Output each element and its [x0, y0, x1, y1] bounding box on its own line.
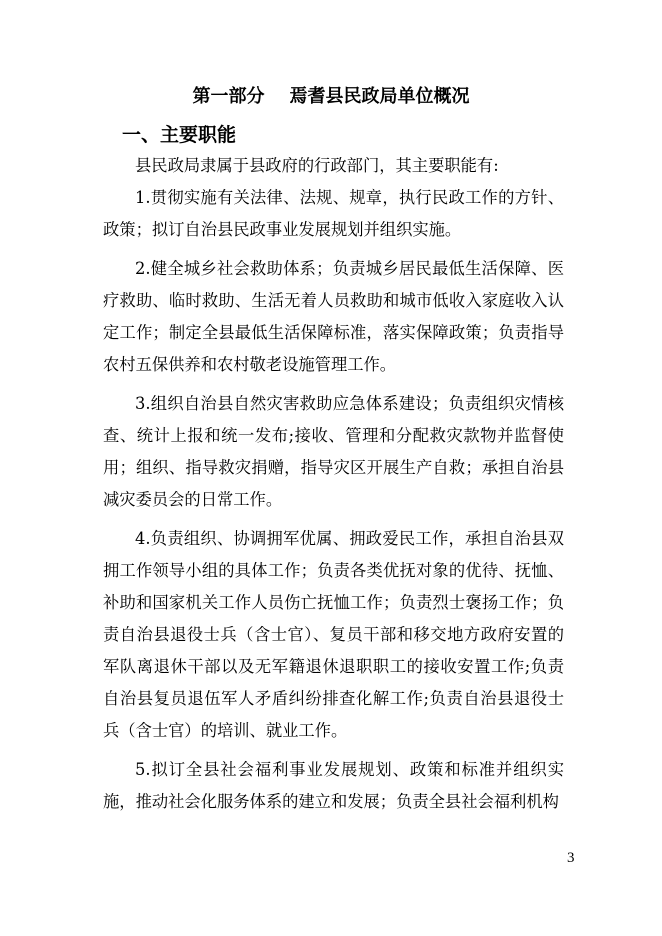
duty-paragraph-5: 5.拟订全县社会福利事业发展规划、政策和标准并组织实施，推动社会化服务体系的建立和发展；负责全县社会福利机构: [103, 760, 564, 811]
document-body: [103, 150, 564, 818]
duty-paragraph-1: 1.贯彻实施有关法律、法规、规章，执行民政工作的方针、政策；拟订自治县民政事业发展规划并组织实施。: [103, 188, 564, 239]
duty-paragraph-2: 2.健全城乡社会救助体系；负责城乡居民最低生活保障、医疗救助、临时救助、生活无着人员救助和城市低收入家庭收入认定工作；制定全县最低生活保障标准，落实保障政策；负责指导农村五保供养和农村敬老设施管理工作。: [103, 259, 564, 374]
intro-paragraph: 县民政局隶属于县政府的行政部门，其主要职能有:: [135, 156, 499, 175]
page-number: 3: [567, 850, 575, 866]
part-title: 第一部分 焉耆县民政局单位概况: [192, 86, 470, 107]
duty-paragraph-3: 3.组织自治县自然灾害救助应急体系建设；负责组织灾情核查、统计上报和统一发布;接收、管理和分配救灾款物并监督使用；组织、指导救灾捐赠，指导灾区开展生产自救；承担自治县减灾委员会的日常工作。: [103, 394, 564, 509]
section-heading: 一、主要职能: [122, 124, 237, 146]
duty-paragraph-4: 4.负责组织、协调拥军优属、拥政爱民工作，承担自治县双拥工作领导小组的具体工作；负责各类优抚对象的优待、抚恤、补助和国家机关工作人员伤亡抚恤工作；负责烈士褒扬工作；负责自治县退役士兵（含士官）、复员干部和移交地方政府安置的军队离退休干部以及无军籍退休退职职工的接收安置工作;负责自治县复员退伍军人矛盾纠纷排查化解工作;负责自治县退役士兵（含士官）的培训、就业工作。: [103, 529, 564, 740]
